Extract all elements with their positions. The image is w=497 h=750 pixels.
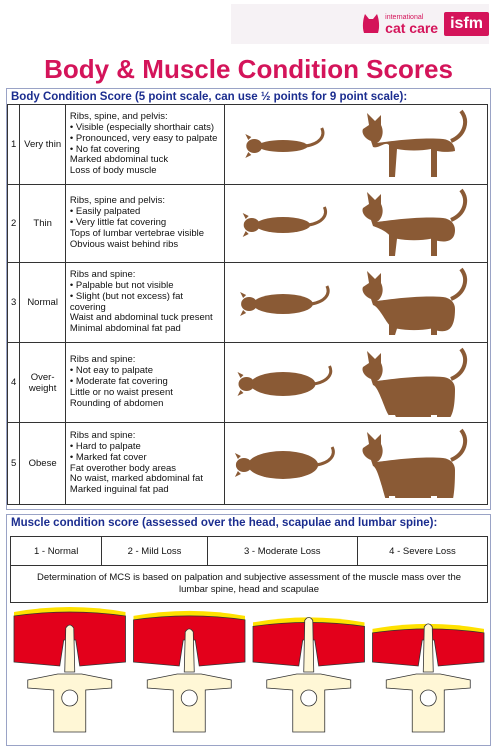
bcs-description bbox=[65, 105, 224, 185]
bcs-extra-line: Little or no waist present bbox=[69, 386, 173, 398]
mcs-note: Determination of MCS is based on palpation and subjective assessment of the muscle mass over the lumbar spine, head and scapulae bbox=[11, 566, 488, 603]
bcs-score-label: Obese bbox=[20, 423, 66, 505]
bcs-bullet: • Easily palpated bbox=[70, 207, 220, 218]
bcs-row bbox=[8, 343, 488, 423]
spine-cross-sections bbox=[10, 600, 488, 740]
bcs-description bbox=[65, 343, 224, 423]
spinal-canal bbox=[301, 690, 317, 706]
spinous-process bbox=[65, 625, 75, 672]
spine-cross-section bbox=[134, 611, 246, 732]
bcs-description bbox=[65, 185, 224, 263]
mcs-table bbox=[10, 536, 488, 603]
cat-side-view-image bbox=[351, 426, 481, 501]
bcs-illustration bbox=[225, 423, 488, 505]
bcs-score-number: 1 bbox=[8, 105, 20, 185]
cat-side-view-image bbox=[351, 186, 481, 261]
spinous-process bbox=[304, 617, 314, 672]
bcs-description bbox=[65, 263, 224, 343]
bcs-score-label: Thin bbox=[20, 185, 66, 263]
bcs-score-number: 3 bbox=[8, 263, 20, 343]
bcs-table bbox=[7, 104, 488, 505]
bcs-description bbox=[65, 423, 224, 505]
cat-top-view-image bbox=[231, 118, 351, 171]
bcs-extra-line: Loss of body muscle bbox=[69, 165, 157, 177]
bcs-bullet: • Palpable but not visible bbox=[70, 281, 220, 292]
mcs-level-severe: 4 - Severe Loss bbox=[357, 537, 487, 566]
bcs-bullet: • Very little fat covering bbox=[70, 218, 220, 229]
cat-top-view-image bbox=[231, 197, 351, 250]
bcs-extra-line: Minimal abdominal fat pad bbox=[69, 323, 181, 335]
bcs-extra-line: Marked inguinal fat pad bbox=[69, 484, 169, 496]
cat-top-view-image bbox=[231, 356, 351, 409]
cat-side-view-image bbox=[351, 265, 481, 340]
bcs-extra-line: Fat overother body areas bbox=[69, 462, 177, 474]
spinous-process bbox=[423, 624, 433, 672]
bcs-illustration bbox=[225, 263, 488, 343]
mcs-heading: Muscle condition score (assessed over the head, scapulae and lumbar spine): bbox=[11, 517, 438, 529]
bcs-extra-line: Marked abdominal tuck bbox=[69, 154, 169, 166]
spinal-canal bbox=[420, 690, 436, 706]
bcs-score-number: 4 bbox=[8, 343, 20, 423]
bcs-bullet: • Marked fat cover bbox=[70, 453, 220, 464]
bcs-description-intro: Ribs and spine: bbox=[69, 354, 136, 366]
spinous-process bbox=[184, 629, 194, 672]
spine-cross-section bbox=[373, 624, 485, 732]
bcs-bullet: • No fat covering bbox=[70, 145, 220, 156]
bcs-extra-line: No waist, marked abdominal fat bbox=[69, 473, 203, 485]
bcs-extra-line: Tops of lumbar vertebrae visible bbox=[69, 227, 205, 239]
bcs-row bbox=[8, 105, 488, 185]
bcs-bullet: • Hard to palpate bbox=[70, 442, 220, 453]
bcs-description-intro: Ribs and spine: bbox=[69, 268, 136, 280]
bcs-bullet: • Slight (but not excess) fat covering bbox=[70, 292, 220, 314]
cat-side-view-image bbox=[351, 345, 481, 420]
bcs-bullet: • Visible (especially shorthair cats) bbox=[70, 123, 220, 134]
mcs-level-moderate: 3 - Moderate Loss bbox=[207, 537, 357, 566]
bcs-row bbox=[8, 185, 488, 263]
cat-head-icon bbox=[361, 13, 381, 35]
bcs-heading: Body Condition Score (5 point scale, can use ½ points for 9 point scale): bbox=[11, 91, 408, 103]
cat-top-view-image bbox=[231, 276, 351, 329]
mcs-level-normal: 1 - Normal bbox=[11, 537, 102, 566]
spinal-canal bbox=[181, 690, 197, 706]
bcs-description-intro: Ribs and spine: bbox=[69, 429, 136, 441]
cat-side-view-image bbox=[351, 107, 481, 182]
bcs-extra-line: Waist and abdominal tuck present bbox=[69, 312, 213, 324]
bcs-score-label: Very thin bbox=[20, 105, 66, 185]
bcs-score-label: Normal bbox=[20, 263, 66, 343]
bcs-score-number: 2 bbox=[8, 185, 20, 263]
spine-cross-section bbox=[253, 617, 365, 732]
bcs-extra-line: Obvious waist behind ribs bbox=[69, 238, 179, 250]
spine-cross-section bbox=[14, 607, 126, 732]
icc-logo bbox=[361, 13, 438, 35]
bcs-score-label: Over-weight bbox=[20, 343, 66, 423]
bcs-score-number: 5 bbox=[8, 423, 20, 505]
icc-logo-big-text: cat care bbox=[385, 19, 439, 36]
bcs-illustration bbox=[225, 185, 488, 263]
bcs-description-intro: Ribs, spine and pelvis: bbox=[69, 195, 165, 207]
page-title: Body & Muscle Condition Scores bbox=[44, 54, 453, 84]
bcs-illustration bbox=[225, 343, 488, 423]
spinal-canal bbox=[62, 690, 78, 706]
isfm-logo: isfm bbox=[444, 12, 489, 36]
logo-bar bbox=[231, 4, 489, 44]
icc-logo-small-text: international bbox=[385, 13, 424, 21]
bcs-illustration bbox=[225, 105, 488, 185]
mcs-level-mild: 2 - Mild Loss bbox=[102, 537, 207, 566]
bcs-row bbox=[8, 263, 488, 343]
cat-top-view-image bbox=[231, 437, 351, 490]
bcs-bullet: • Not eay to palpate bbox=[70, 366, 220, 377]
bcs-row bbox=[8, 423, 488, 505]
bcs-extra-line: Rounding of abdomen bbox=[69, 397, 164, 409]
bcs-bullet: • Pronounced, very easy to palpate bbox=[70, 134, 220, 145]
bcs-bullet: • Moderate fat covering bbox=[70, 377, 220, 388]
bcs-description-intro: Ribs, spine, and pelvis: bbox=[69, 110, 168, 122]
